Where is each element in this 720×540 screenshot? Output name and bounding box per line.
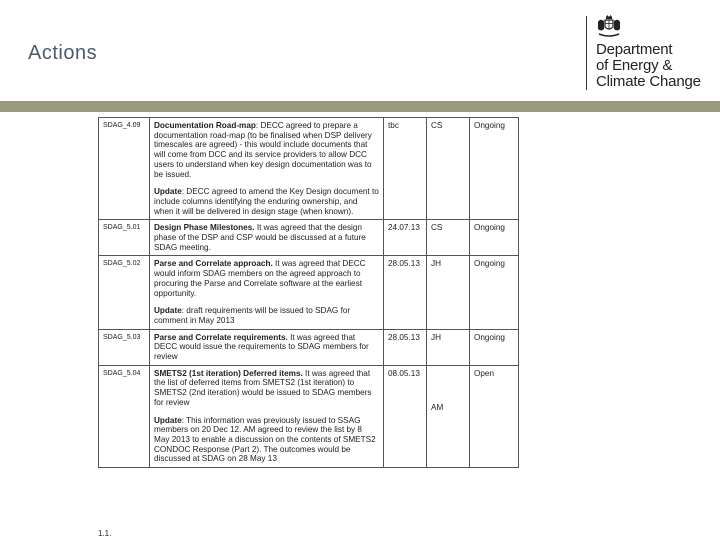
owner-initials: JH bbox=[431, 332, 442, 342]
table-row bbox=[99, 256, 519, 329]
owner-cell bbox=[427, 365, 470, 467]
description-paragraph bbox=[154, 306, 379, 325]
description-paragraph bbox=[154, 259, 379, 298]
action-id-cell: SDAG_5.01 bbox=[99, 220, 150, 256]
page-title: Actions bbox=[28, 42, 98, 64]
table-row bbox=[99, 220, 519, 256]
description-text: It was agreed that DECC would inform SDAG members on the agreed approach to procuring the Parse and Correlate software at the earliest opportunity. bbox=[154, 259, 366, 298]
description-paragraph bbox=[154, 416, 379, 465]
description-text: : This information was previously issued to SSAG members on 20 Dec 12. AM agreed to review the list by 8 May 2013 to enable a discussion on the contents of SMETS2 CONDOC Response (Part 2). The outcomes would be discussed at SDAG on 28 May 13 bbox=[154, 415, 376, 464]
department-logo-text: Department of Energy & Climate Change bbox=[596, 41, 701, 90]
description-label: Design Phase Milestones. bbox=[154, 223, 255, 233]
description-text: : DECC agreed to amend the Key Design document to include columns identifying the enduring ownership, and when it will be delivered in design stage (when known). bbox=[154, 187, 379, 216]
description-text: It was agreed that DECC would issue the requirements to SDAG members for review bbox=[154, 332, 369, 362]
due-date-cell: 24.07.13 bbox=[384, 220, 427, 256]
royal-coat-of-arms-icon bbox=[594, 14, 624, 40]
due-date-cell: 28.05.13 bbox=[384, 329, 427, 365]
description-label: Parse and Correlate requirements. bbox=[154, 332, 288, 342]
description-text: It was agreed that the list of deferred items from SMETS2 (1st iteration) to SMETS2 (2nd iteration) would be issued to SDAG members for review bbox=[154, 368, 372, 407]
description-paragraph bbox=[154, 187, 379, 216]
status-cell: Ongoing bbox=[470, 256, 519, 329]
status-cell: Open bbox=[470, 365, 519, 467]
description-label: Update bbox=[154, 415, 182, 425]
logo-divider bbox=[586, 16, 587, 90]
action-id-cell: SDAG_4.09 bbox=[99, 118, 150, 220]
table-row bbox=[99, 329, 519, 365]
description-paragraph bbox=[154, 121, 379, 179]
action-id-cell: SDAG_5.04 bbox=[99, 365, 150, 467]
action-id-cell: SDAG_5.03 bbox=[99, 329, 150, 365]
table-row bbox=[99, 365, 519, 467]
status-cell: Ongoing bbox=[470, 118, 519, 220]
header-band bbox=[0, 101, 720, 112]
actions-table bbox=[98, 117, 519, 468]
description-paragraph bbox=[154, 369, 379, 408]
description-label: Update bbox=[154, 187, 182, 197]
description-paragraph bbox=[154, 333, 379, 362]
table-row bbox=[99, 118, 519, 220]
action-description-cell bbox=[150, 329, 384, 365]
due-date-cell: 28.05.13 bbox=[384, 256, 427, 329]
description-text: It was agreed that the design phase of the DSP and CSP would be discussed at a future SDAG meeting. bbox=[154, 223, 366, 252]
due-date-cell: tbc bbox=[384, 118, 427, 220]
owner-cell bbox=[427, 220, 470, 256]
status-cell: Ongoing bbox=[470, 329, 519, 365]
description-text: : DECC agreed to prepare a documentation road-map (to be finalised when DSP delivery timescales are agreed) - this would include documents that will come from DCC and its service providers to allow DCC users to understand when key design documentation was to be issued. bbox=[154, 121, 372, 179]
owner-cell bbox=[427, 118, 470, 220]
owner-initials: JH bbox=[431, 259, 442, 269]
action-description-cell bbox=[150, 220, 384, 256]
action-description-cell bbox=[150, 365, 384, 467]
owner-cell bbox=[427, 329, 470, 365]
action-id-cell: SDAG_5.02 bbox=[99, 256, 150, 329]
due-date-cell: 08.05.13 bbox=[384, 365, 427, 467]
owner-initials-update: AM bbox=[431, 402, 444, 412]
description-label: Documentation Road-map bbox=[154, 121, 256, 130]
action-description-cell bbox=[150, 256, 384, 329]
owner-initials: CS bbox=[431, 223, 443, 233]
status-cell: Ongoing bbox=[470, 220, 519, 256]
description-label: Update bbox=[154, 306, 182, 316]
description-label: Parse and Correlate approach. bbox=[154, 259, 273, 269]
owner-initials: CS bbox=[431, 121, 443, 130]
owner-cell bbox=[427, 256, 470, 329]
footnote: 1.1. bbox=[98, 529, 112, 538]
description-text: : draft requirements will be issued to SDAG for comment in May 2013 bbox=[154, 306, 351, 325]
description-paragraph bbox=[154, 223, 379, 252]
description-label: SMETS2 (1st iteration) Deferred items. bbox=[154, 368, 303, 378]
action-description-cell bbox=[150, 118, 384, 220]
